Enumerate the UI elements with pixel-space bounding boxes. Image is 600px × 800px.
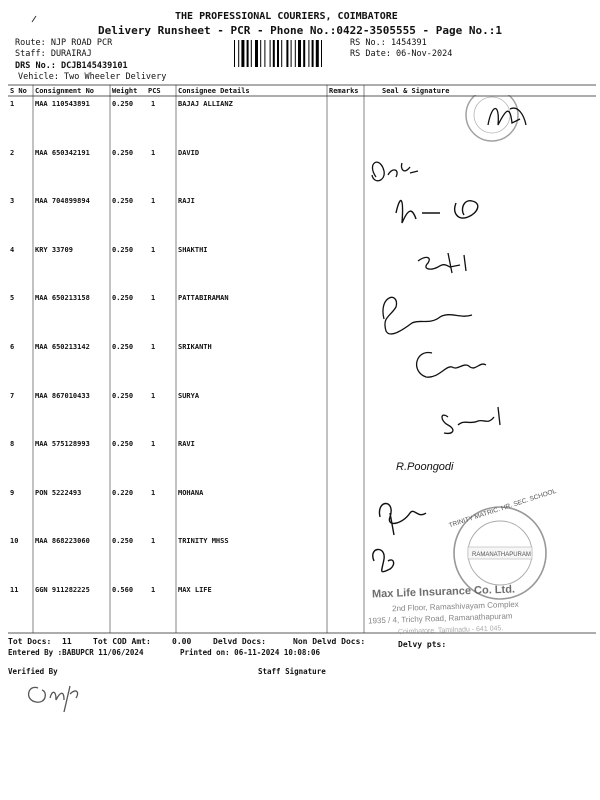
row-sno: 2	[10, 148, 15, 157]
tick-mark	[30, 14, 40, 24]
row-consignee: TRINITY MHSS	[178, 537, 229, 546]
maxlife-stamp-title: Max Life Insurance Co. Ltd.	[371, 583, 516, 601]
bajaj-stamp	[466, 95, 518, 141]
col-sno: S No	[10, 87, 27, 95]
tot-docs-label: Tot Docs:	[8, 637, 52, 646]
signature-1	[488, 108, 526, 125]
trinity-stamp-center: RAMANATHAPURAM	[472, 552, 531, 558]
row-consignment: MAA 650213158	[35, 294, 90, 303]
row-weight: 0.250	[112, 343, 134, 351]
row-weight: 0.250	[112, 245, 134, 254]
row-pcs: 1	[151, 100, 156, 108]
runsheet-title: Delivery Runsheet - PCR - Phone No.:0422-3505555 - Page No.:1	[98, 24, 502, 37]
col-weight: Weight	[112, 87, 138, 95]
row-consignee: MAX LIFE	[178, 586, 212, 594]
signature-2	[372, 162, 418, 181]
row-weight: 0.250	[112, 391, 134, 400]
row-pcs: 1	[151, 197, 156, 206]
row-consignee: DAVID	[178, 148, 200, 157]
signature-4	[418, 253, 466, 273]
col-consignment: Consignment No	[35, 87, 95, 95]
staff-signature-label: Staff Signature	[258, 667, 326, 676]
row-weight: 0.250	[112, 294, 134, 303]
staff-label: Staff: DURAIRAJ	[15, 49, 92, 59]
row-consignee: RAVI	[178, 440, 195, 449]
row-weight: 0.220	[112, 488, 134, 497]
signature-10	[373, 549, 394, 571]
row-consignment: MAA 868223060	[35, 537, 90, 546]
col-remarks: Remarks	[329, 87, 359, 95]
signature-area	[360, 95, 600, 635]
row-consignee: MOHANA	[178, 488, 204, 497]
col-seal-signature: Seal & Signature	[382, 87, 450, 95]
row-pcs: 1	[151, 245, 156, 254]
row-weight: 0.560	[112, 586, 134, 594]
maxlife-stamp-line2: 2nd Floor, Ramashivayam Complex	[391, 599, 519, 614]
col-consignee: Consignee Details	[178, 87, 250, 95]
row-pcs: 1	[151, 294, 156, 303]
tot-cod-value: 0.00	[172, 637, 192, 646]
verifier-signature	[20, 676, 90, 716]
row-weight: 0.250	[112, 197, 134, 206]
row-sno: 7	[10, 391, 15, 400]
signature-3	[396, 201, 478, 223]
row-pcs: 1	[151, 488, 156, 497]
route-label: Route: NJP ROAD PCR	[15, 38, 113, 48]
row-weight: 0.250	[112, 537, 134, 546]
row-weight: 0.250	[112, 148, 134, 157]
row-pcs: 1	[151, 148, 156, 157]
signature-9	[379, 504, 426, 536]
row-consignment: MAA 650342191	[35, 148, 90, 157]
signature-8: R.Poongodi	[396, 461, 454, 473]
row-sno: 8	[10, 440, 15, 449]
row-sno: 3	[10, 197, 15, 206]
row-consignment: MAA 650213142	[35, 343, 90, 351]
row-sno: 6	[10, 343, 15, 351]
row-consignee: BAJAJ ALLIANZ	[178, 100, 233, 108]
row-consignment: MAA 575128993	[35, 440, 90, 449]
rs-date: RS Date: 06-Nov-2024	[350, 49, 453, 59]
rs-number: RS No.: 1454391	[350, 38, 427, 48]
row-sno: 9	[10, 488, 15, 497]
row-consignee: SURYA	[178, 391, 200, 400]
row-consignment: GGN 911282225	[35, 586, 90, 594]
row-consignee: SRIKANTH	[178, 343, 212, 351]
row-pcs: 1	[151, 537, 156, 546]
row-weight: 0.250	[112, 440, 134, 449]
row-pcs: 1	[151, 586, 156, 594]
row-consignee: RAJI	[178, 197, 195, 206]
non-delvd-docs: Non Delvd Docs:	[293, 637, 366, 646]
row-pcs: 1	[151, 391, 156, 400]
row-consignment: PON 5222493	[35, 488, 82, 497]
row-sno: 4	[10, 245, 15, 254]
row-pcs: 1	[151, 440, 156, 449]
row-sno: 5	[10, 294, 15, 303]
maxlife-stamp-line4: Coimbatore, Tamilnadu - 641 045.	[397, 625, 504, 636]
delvd-docs: Delvd Docs:	[213, 637, 266, 646]
tot-docs-value: 11	[62, 637, 72, 646]
row-weight: 0.250	[112, 100, 134, 108]
printed-on: Printed on: 06-11-2024 10:08:06	[180, 648, 320, 657]
verified-by: Verified By	[8, 667, 58, 676]
row-sno: 10	[10, 537, 19, 546]
tot-cod-label: Tot COD Amt:	[93, 637, 151, 646]
row-consignment: MAA 704899894	[35, 197, 90, 206]
row-consignment: KRY 33709	[35, 245, 73, 254]
drs-number: DRS No.: DCJB145439101	[15, 61, 128, 71]
signature-6	[417, 353, 486, 378]
vehicle-label: Vehicle: Two Wheeler Delivery	[18, 72, 167, 82]
row-consignment: MAA 867010433	[35, 391, 90, 400]
row-sno: 11	[10, 586, 19, 594]
delvy-pts: Delvy pts:	[398, 640, 447, 649]
row-sno: 1	[10, 100, 15, 108]
signature-7	[442, 407, 500, 433]
row-consignee: SHAKTHI	[178, 245, 208, 254]
trinity-stamp-ring: TRINITY MATRIC. HR. SEC. SCHOOL	[448, 487, 558, 530]
company-name: THE PROFESSIONAL COURIERS, COIMBATORE	[175, 11, 398, 22]
col-pcs: PCS	[148, 87, 161, 95]
signature-5	[383, 297, 472, 334]
row-pcs: 1	[151, 343, 156, 351]
row-consignment: MAA 110543891	[35, 100, 90, 108]
entered-by: Entered By :BABUPCR 11/06/2024	[8, 648, 144, 657]
row-consignee: PATTABIRAMAN	[178, 294, 229, 303]
maxlife-stamp-line3: 1935 / 4, Trichy Road, Ramanathapuram	[367, 611, 513, 626]
